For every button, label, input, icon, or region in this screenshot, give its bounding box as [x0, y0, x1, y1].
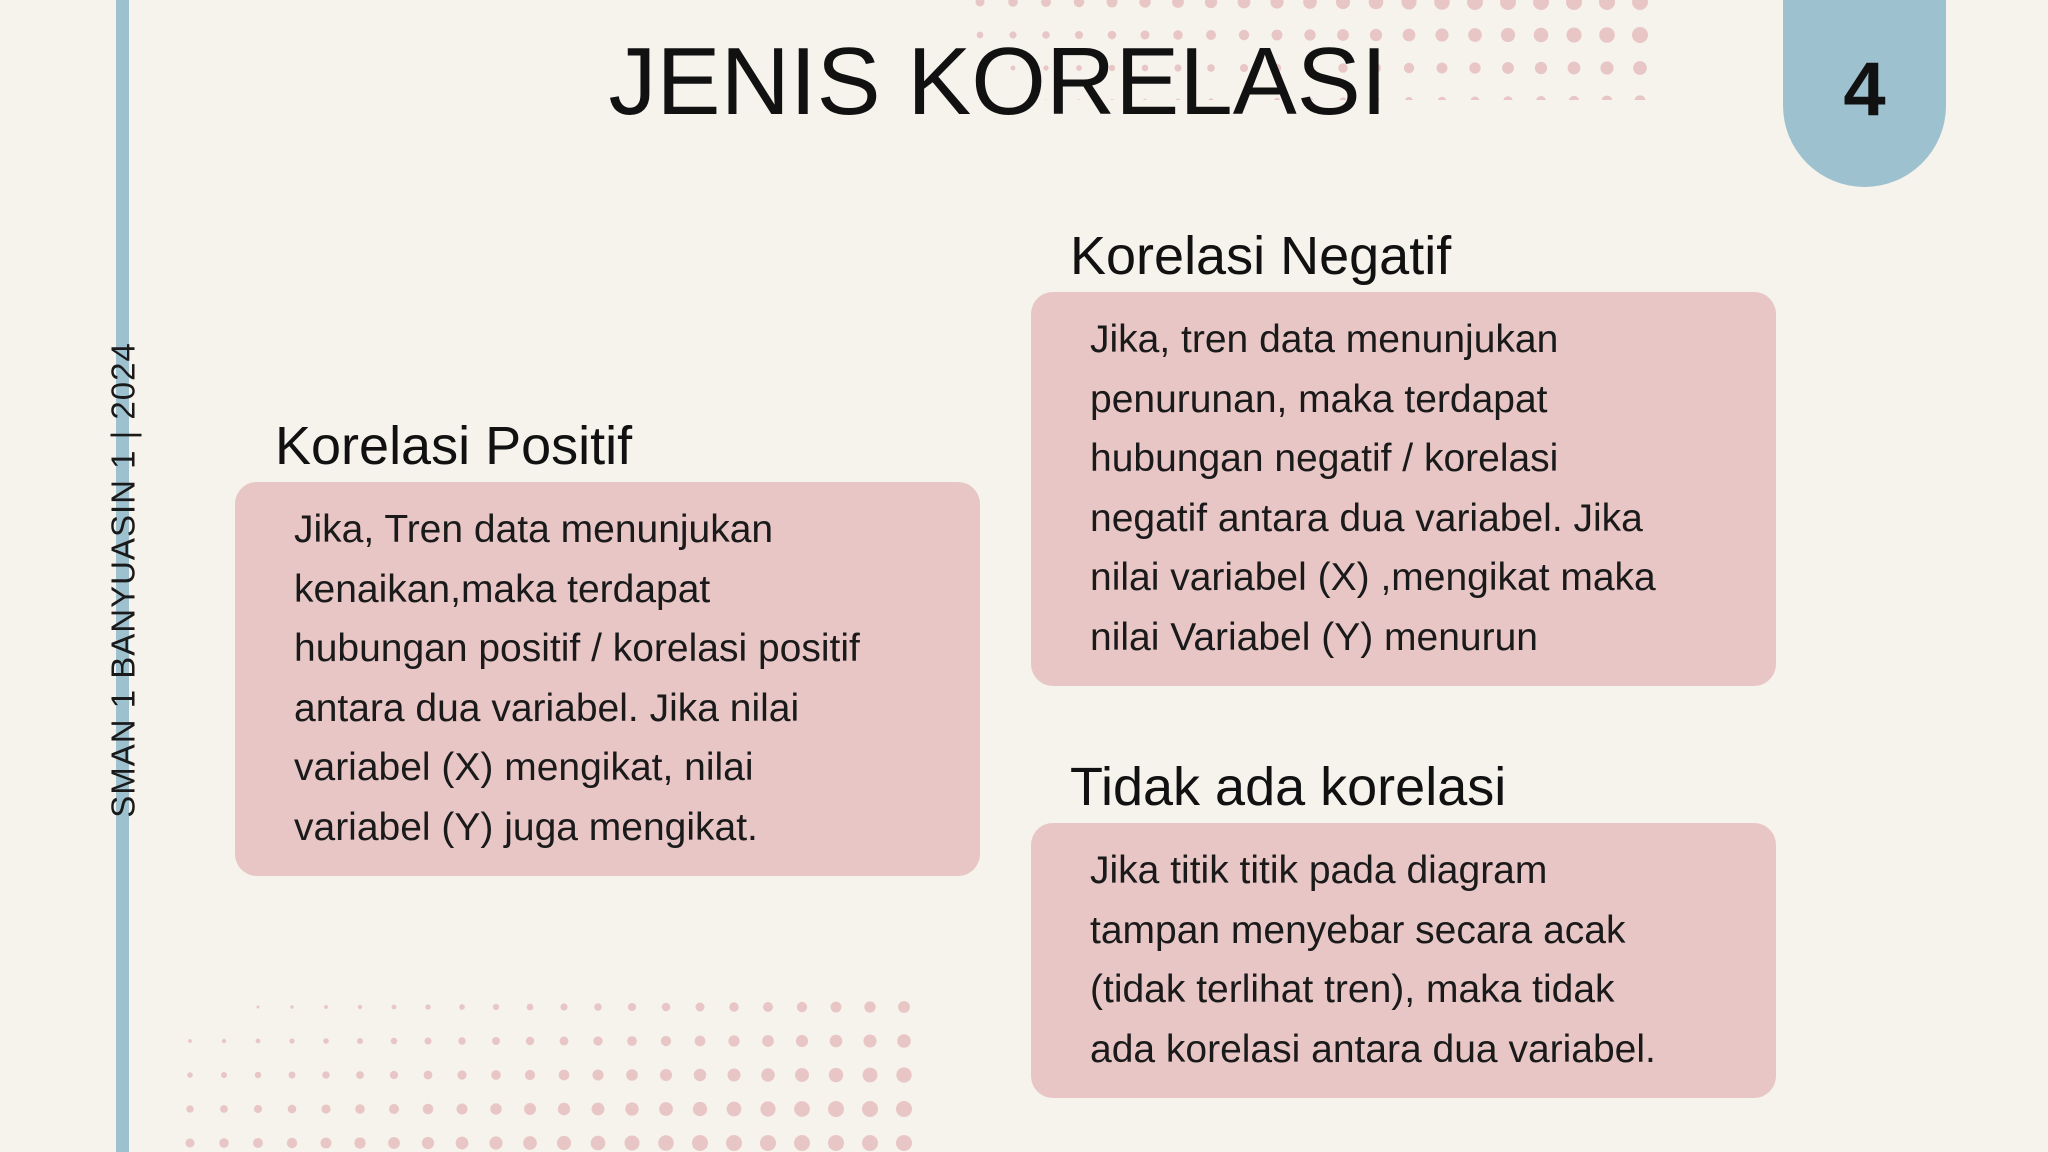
decor-dot [1074, 0, 1084, 7]
decor-dot [594, 1003, 602, 1011]
decor-dot [863, 1068, 878, 1083]
decor-dot [796, 1035, 808, 1047]
decor-dot [222, 1039, 226, 1043]
decor-dot [257, 1006, 260, 1009]
decor-dot [976, 0, 985, 7]
decor-dot [355, 1104, 365, 1114]
decor-dot [729, 1002, 738, 1011]
decor-dot [255, 1072, 261, 1078]
decor-dot [560, 1037, 569, 1046]
decor-dot [354, 1137, 365, 1148]
decor-dot [592, 1069, 603, 1080]
positive-correlation-card [235, 482, 980, 876]
decor-dot [896, 1067, 911, 1082]
decor-dot [628, 1003, 636, 1011]
decor-dot [392, 1005, 397, 1010]
decor-dot [1632, 0, 1648, 10]
decor-dot [727, 1102, 742, 1117]
decor-dot [220, 1105, 228, 1113]
decor-dot [1107, 0, 1118, 7]
side-label: SMAN 1 BANYUASIN 1 | 2024 [104, 342, 142, 818]
decor-dot [695, 1036, 706, 1047]
page-number: 4 [1843, 47, 1886, 132]
decor-dot [558, 1103, 570, 1115]
decor-dot [186, 1139, 195, 1148]
decor-dot [760, 1135, 776, 1151]
slide-title: JENIS KORELASI [608, 28, 1388, 135]
decor-dot [324, 1005, 328, 1009]
decor-dot [862, 1101, 878, 1117]
decor-dot [761, 1068, 774, 1081]
decor-dot [422, 1137, 434, 1149]
decor-dot [592, 1103, 605, 1116]
decor-dot [626, 1069, 638, 1081]
decor-dot [457, 1070, 466, 1079]
decor-dot [186, 1105, 193, 1112]
decor-dot [424, 1037, 431, 1044]
decor-dot [527, 1004, 534, 1011]
decor-dot [1270, 0, 1283, 9]
decor-dot [491, 1070, 501, 1080]
decor-dot [256, 1039, 261, 1044]
decor-dot [659, 1102, 673, 1116]
decor-dot [526, 1037, 534, 1045]
decor-dot [795, 1068, 809, 1082]
positive-correlation-text: Jika, Tren data menunjukan kenaikan,maka terdapat hubungan positif / korelasi positif antara dua variabel. Jika nilai variabel (X) mengikat, nilai variabel (Y) juga mengikat. [294, 508, 860, 849]
decor-dot [863, 1034, 876, 1047]
decor-dot [897, 1034, 911, 1048]
decor-dot [1008, 0, 1017, 7]
decor-dot [591, 1136, 606, 1151]
decor-dot [321, 1138, 332, 1149]
decor-dot [219, 1138, 228, 1147]
decor-dot [388, 1137, 400, 1149]
decor-dot [1041, 0, 1051, 7]
decor-dot [289, 1072, 296, 1079]
decor-dot [288, 1105, 297, 1114]
decor-dot [457, 1104, 468, 1115]
negative-correlation-card [1031, 292, 1776, 686]
decor-dot [831, 1002, 842, 1013]
decor-dot [762, 1035, 774, 1047]
decor-dot [896, 1101, 912, 1117]
decor-dot [830, 1035, 843, 1048]
decor-dot [557, 1136, 571, 1150]
decor-dot [391, 1038, 398, 1045]
decor-dot [763, 1002, 773, 1012]
decor-dot [1434, 0, 1450, 10]
no-correlation-heading: Tidak ada korelasi [1070, 757, 1507, 817]
decor-dot [828, 1135, 844, 1151]
decor-dot [593, 1036, 602, 1045]
decor-dot [828, 1101, 844, 1117]
decor-dot [662, 1003, 671, 1012]
decor-dot [493, 1004, 499, 1010]
decor-dot [1205, 0, 1217, 8]
decor-dot [560, 1003, 567, 1010]
decor-dot [425, 1004, 430, 1009]
decor-dot [896, 1135, 912, 1151]
decorative-dot-pattern-bottom [170, 992, 930, 1152]
decor-dot [726, 1135, 742, 1151]
decor-dot [424, 1071, 433, 1080]
decor-dot [1500, 0, 1516, 10]
decor-dot [423, 1104, 434, 1115]
decor-dot [490, 1103, 501, 1114]
decor-dot [221, 1072, 227, 1078]
positive-correlation-heading: Korelasi Positif [275, 416, 633, 476]
decor-dot [696, 1003, 705, 1012]
decor-dot [489, 1136, 502, 1149]
no-correlation-card [1031, 823, 1776, 1098]
negative-correlation-text: Jika, tren data menunjukan penurunan, maka terdapat hubungan negatif / korelasi negatif antara dua variabel. Jika nilai variabel (X) ,mengikat maka nilai Variabel (Y) menurun [1090, 318, 1656, 659]
decor-dot [253, 1138, 263, 1148]
decor-dot [797, 1002, 807, 1012]
decor-dot [1336, 0, 1350, 9]
decor-dot [1303, 0, 1317, 9]
decor-dot [390, 1071, 398, 1079]
decor-dot [323, 1038, 329, 1044]
decor-dot [188, 1039, 192, 1043]
decor-dot [658, 1135, 674, 1151]
decor-dot [357, 1038, 363, 1044]
decor-dot [322, 1071, 329, 1078]
decor-dot [627, 1036, 637, 1046]
decor-dot [1533, 0, 1549, 10]
decor-dot [728, 1035, 739, 1046]
decor-dot [287, 1138, 297, 1148]
decor-dot [523, 1136, 537, 1150]
decor-dot [862, 1135, 878, 1151]
decor-dot [1369, 0, 1384, 9]
decor-dot [289, 1038, 294, 1043]
decor-dot [694, 1069, 707, 1082]
no-correlation-text: Jika titik titik pada diagram tampan menyebar secara acak (tidak terlihat tren), maka tidak ada korelasi antara dua variabel. [1090, 849, 1656, 1071]
decor-dot [1566, 0, 1582, 10]
decor-dot [356, 1071, 364, 1079]
decor-dot [559, 1070, 570, 1081]
decor-dot [1401, 0, 1416, 10]
decor-dot [728, 1069, 741, 1082]
decor-dot [525, 1070, 535, 1080]
decor-dot [624, 1135, 639, 1150]
decor-dot [1599, 0, 1615, 10]
decor-dot [187, 1072, 193, 1078]
decor-dot [1467, 0, 1483, 10]
decor-dot [760, 1101, 775, 1116]
decor-dot [864, 1001, 875, 1012]
decor-dot [492, 1037, 500, 1045]
decor-dot [661, 1036, 671, 1046]
decor-dot [660, 1069, 672, 1081]
decor-dot [1238, 0, 1251, 8]
decor-dot [358, 1005, 362, 1009]
decor-dot [321, 1104, 330, 1113]
decor-dot [829, 1068, 843, 1082]
decor-dot [456, 1137, 469, 1150]
decor-dot [524, 1103, 536, 1115]
decor-dot [389, 1104, 399, 1114]
decor-dot [692, 1135, 708, 1151]
decor-dot [458, 1037, 465, 1044]
decor-dot [693, 1102, 707, 1116]
decor-dot [1139, 0, 1150, 8]
decor-dot [254, 1105, 262, 1113]
decor-dot [794, 1101, 810, 1117]
decor-dot [290, 1005, 293, 1008]
decor-dot [625, 1102, 638, 1115]
decor-dot [459, 1004, 465, 1010]
negative-correlation-heading: Korelasi Negatif [1070, 226, 1452, 286]
decor-dot [898, 1001, 910, 1013]
decor-dot [794, 1135, 810, 1151]
decor-dot [1172, 0, 1184, 8]
